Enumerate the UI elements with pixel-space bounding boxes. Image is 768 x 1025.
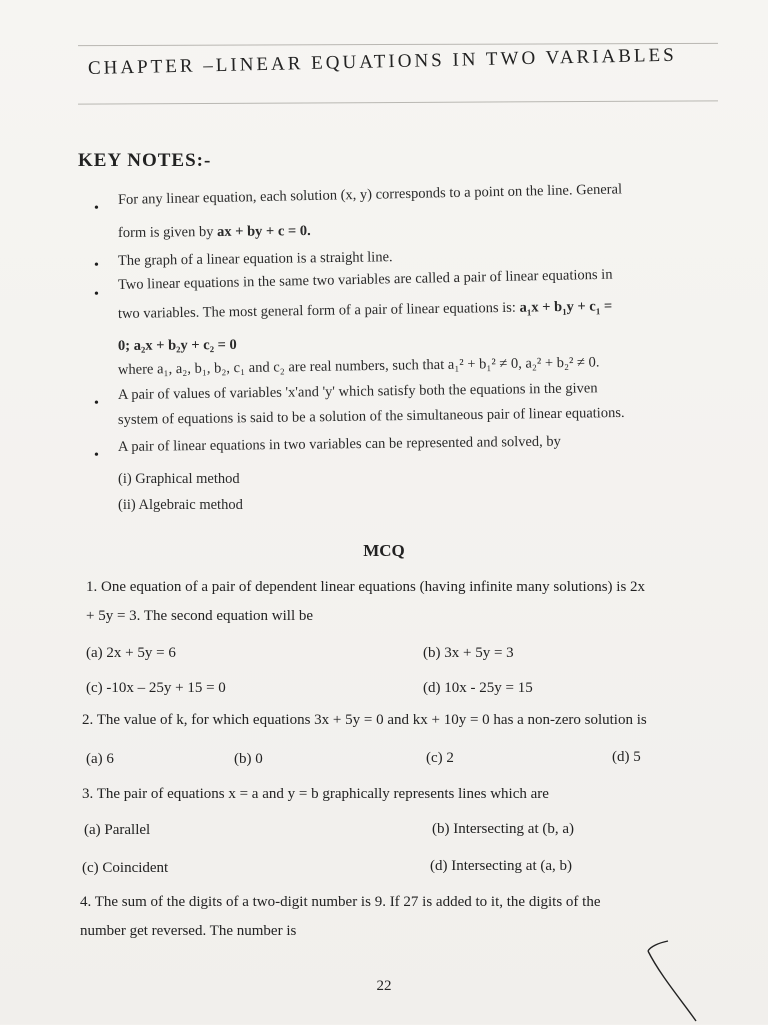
question-3-option-c: (c) Coincident	[82, 860, 169, 876]
eq-sub: 1	[595, 306, 601, 317]
key-notes-heading: KEY NOTES:-	[78, 150, 212, 171]
question-1-option-d: (d) 10x - 25y = 15	[423, 680, 533, 696]
note-4-line-1: A pair of values of variables 'x'and 'y' which satisfy both the equations in the given	[117, 380, 598, 403]
eq-sub: 1	[526, 307, 532, 318]
general-form-equation: ax + by + c = 0.	[216, 222, 311, 240]
note-3-line-1: Two linear equations in the same two variables are called a pair of linear equations in	[117, 266, 613, 293]
question-1-option-b: (b) 3x + 5y = 3	[423, 645, 514, 661]
note-1-line-2	[118, 223, 311, 242]
note-5-line-2: (i) Graphical method	[118, 471, 240, 487]
eq-part: =	[600, 298, 613, 315]
question-3-option-b: (b) Intersecting at (b, a)	[432, 821, 575, 837]
question-3-line-1: 3. The pair of equations x = a and y = b graphically represents lines which are	[82, 786, 549, 802]
bullet-icon: •	[94, 287, 99, 302]
note-1-line-1: For any linear equation, each solution (x, y) corresponds to a point on the line. General	[117, 181, 623, 208]
note-5-line-3: (ii) Algebraic method	[118, 497, 243, 513]
question-2-option-d: (d) 5	[612, 749, 641, 765]
question-2-option-b: (b) 0	[234, 751, 263, 767]
page-number: 22	[376, 978, 392, 994]
question-1-option-a: (a) 2x + 5y = 6	[86, 645, 176, 661]
note-3-line-4: where a₁, a₂, b₁, b₂, c₁ and c₂ are real numbers, such that a₁² + b₁² ≠ 0, a₂² + b₂² ≠ 0.	[117, 354, 600, 378]
note-3-line-2	[118, 298, 612, 324]
bottom-rule	[78, 100, 718, 104]
mcq-heading: MCQ	[363, 541, 405, 560]
bullet-icon: •	[94, 258, 99, 273]
question-4-line-1: 4. The sum of the digits of a two-digit number is 9. If 27 is added to it, the digits of the	[80, 894, 601, 910]
question-2-line-1: 2. The value of k, for which equations 3x + 5y = 0 and kx + 10y = 0 has a non-zero solution is	[82, 712, 647, 728]
note-3-line-3: 0; a₂x + b₂y + c₂ = 0	[117, 336, 237, 354]
question-3-option-a: (a) Parallel	[84, 822, 151, 838]
question-2-option-a: (a) 6	[86, 751, 114, 767]
eq-part: a	[519, 299, 527, 316]
question-1-line-1: 1. One equation of a pair of dependent linear equations (having infinite many solutions) is 2x	[86, 579, 646, 595]
note-2-line-1: The graph of a linear equation is a straight line.	[117, 249, 393, 269]
question-1-option-c: (c) -10x – 25y + 15 = 0	[86, 680, 226, 696]
bullet-icon: •	[94, 396, 99, 411]
note-4-line-2: system of equations is said to be a solution of the simultaneous pair of linear equations.	[117, 404, 625, 428]
bullet-icon: •	[94, 448, 99, 463]
note-1-text: form is given by	[117, 223, 218, 241]
eq-part: y + c	[566, 298, 596, 315]
pen-stroke-icon	[640, 935, 720, 1025]
question-4-line-2: number get reversed. The number is	[80, 923, 297, 939]
note-5-line-1: A pair of linear equations in two variables can be represented and solved, by	[117, 433, 561, 455]
question-1-line-2: + 5y = 3. The second equation will be	[86, 608, 314, 624]
general-form-pair-1	[519, 298, 613, 318]
question-2-option-c: (c) 2	[426, 750, 454, 766]
eq-sub: 1	[562, 306, 567, 317]
eq-part: x + b	[531, 299, 563, 316]
chapter-title: CHAPTER –LINEAR EQUATIONS IN TWO VARIABLES	[87, 44, 677, 79]
note-3-text: two variables. The most general form of a pair of linear equations is:	[117, 299, 520, 322]
bullet-icon: •	[94, 201, 99, 216]
question-3-option-d: (d) Intersecting at (a, b)	[430, 858, 573, 874]
